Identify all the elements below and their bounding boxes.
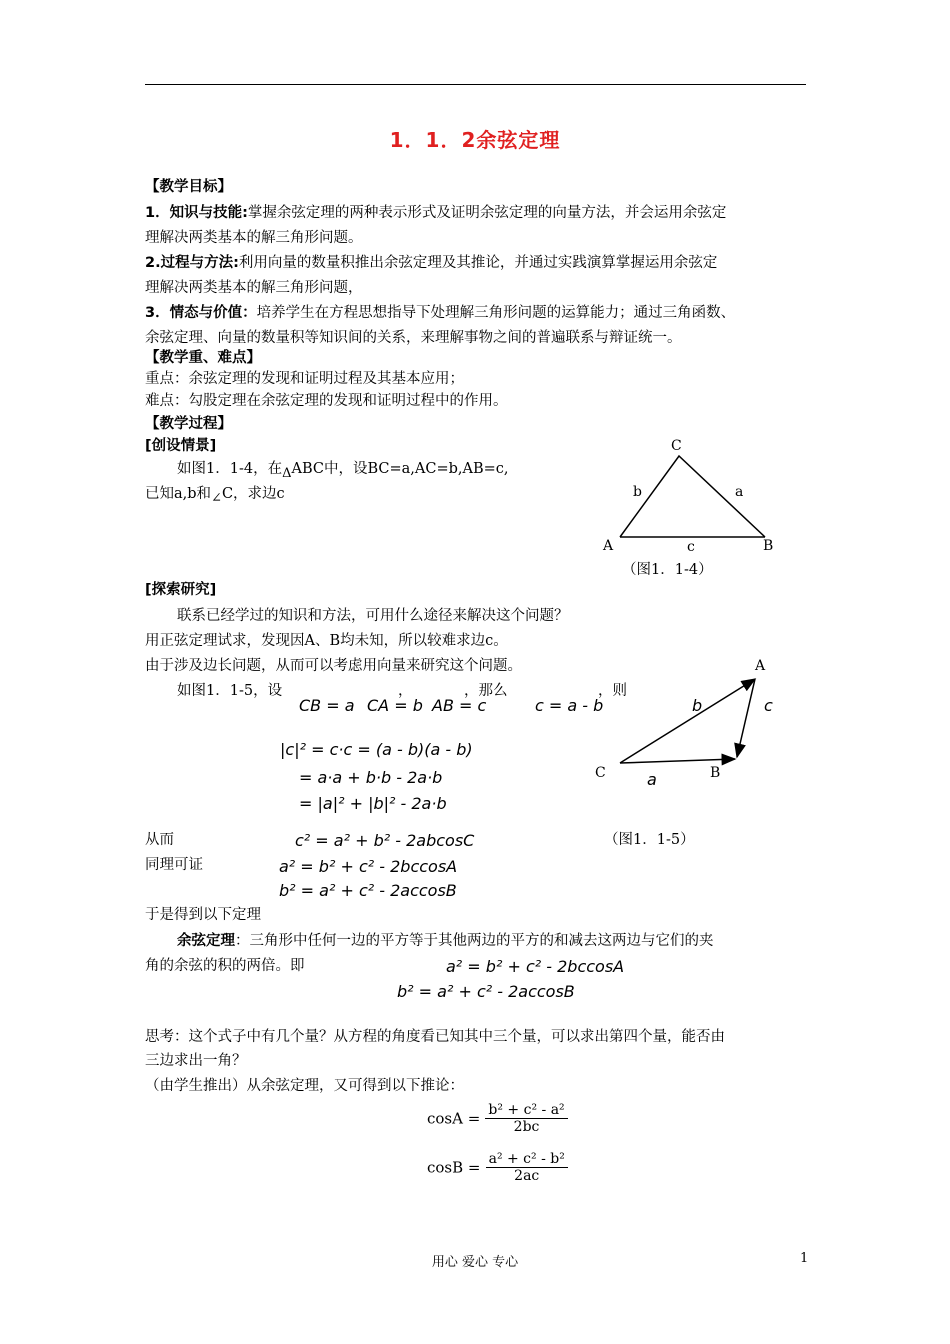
objective-3-text: 培养学生在方程思想指导下处理解三角形问题的运算能力；通过三角函数、	[256, 305, 736, 321]
objective-2-label: 2.过程与方法:	[145, 255, 239, 271]
explore-line-2: 用正弦定理试求，发现因A、B均未知，所以较难求边c。	[145, 633, 508, 649]
explore-line-4: 如图1．1-5，设	[177, 683, 283, 699]
figure-1-4-triangle	[595, 430, 785, 580]
objective-2-text: 利用向量的数量积推出余弦定理及其推论，并通过实践演算掌握运用余弦定	[238, 255, 718, 271]
cosA-fraction	[485, 1102, 567, 1135]
think-line-1: 思考：这个式子中有几个量？从方程的角度看已知其中三个量，可以求出第四个量，能否由	[145, 1029, 725, 1045]
explore-comma-1: ，	[398, 683, 413, 699]
corollary-intro: （由学生推出）从余弦定理，又可得到以下推论：	[145, 1078, 464, 1094]
angle-symbol: ∠	[211, 490, 222, 506]
vector-ab: AB = c	[432, 696, 487, 715]
fig1-vertex-c: C	[671, 438, 682, 454]
equation-c: c² = a² + b² - 2abcosC	[295, 831, 475, 850]
scenario-line-2	[145, 484, 285, 509]
fig2-vertex-c: C	[595, 765, 606, 781]
fig2-vertex-a: A	[755, 658, 766, 674]
think-line-2: 三边求出一角？	[145, 1053, 247, 1069]
process-heading: 【教学过程】	[145, 416, 232, 432]
fig2-side-a: a	[647, 770, 657, 789]
scenario-line-1	[177, 459, 509, 484]
keypoints-heading: 【教学重、难点】	[145, 350, 261, 366]
fig2-side-b: b	[692, 696, 703, 715]
footer-text: 用心 爱心 专心	[431, 1255, 519, 1270]
objective-3-line-1	[145, 303, 735, 323]
cosA-denominator: 2bc	[513, 1119, 540, 1135]
fig1-side-c: c	[687, 539, 695, 555]
figure-1-5-vector-triangle	[590, 655, 790, 790]
objective-1-line-1	[145, 203, 726, 223]
fig1-vertex-b: B	[763, 538, 774, 554]
theorem-equation-1: a² = b² + c² - 2bccosA	[446, 957, 625, 976]
cosB-lhs: cosB =	[427, 1158, 481, 1177]
objective-1-line-2: 理解决两类基本的解三角形问题。	[145, 230, 363, 246]
focus-text: 重点：余弦定理的发现和证明过程及其基本应用；	[145, 371, 464, 387]
difficulty-text: 难点：勾股定理在余弦定理的发现和证明过程中的作用。	[145, 393, 508, 409]
objective-3-label: 3．情态与价值：	[145, 305, 257, 321]
conclude-text: 于是得到以下定理	[145, 907, 261, 923]
objectives-heading: 【教学目标】	[145, 179, 232, 195]
cosB-numerator: a² + c² - b²	[486, 1151, 568, 1168]
page-number: 1	[800, 1251, 809, 1266]
page-title: 1．1．2余弦定理	[389, 128, 561, 152]
figure-1-5-caption: （图1．1-5）	[604, 832, 695, 848]
figure-1-4-caption: （图1．1-4）	[622, 562, 713, 578]
fig1-vertex-a: A	[603, 538, 614, 554]
theorem-line-1	[177, 931, 714, 951]
explore-comma-2: ，那么	[464, 683, 508, 699]
scenario-text-c: 已知a,b和	[145, 486, 212, 502]
vector-a-arrow	[620, 759, 735, 763]
objective-1-label: 1．知识与技能:	[145, 205, 248, 221]
cosA-numerator: b² + c² - a²	[485, 1102, 567, 1119]
objective-3-line-2: 余弦定理、向量的数量积等知识间的关系，来理解事物之间的普遍联系与辩证统一。	[145, 330, 682, 346]
theorem-label: 余弦定理	[177, 933, 235, 949]
thus-label: 从而	[145, 832, 174, 848]
scenario-heading: [创设情景]	[145, 438, 217, 454]
objective-1-text: 掌握余弦定理的两种表示形式及证明余弦定理的向量方法，并会运用余弦定	[247, 205, 727, 221]
scenario-text-a: 如图1．1-4，在	[177, 461, 283, 477]
equation-a: a² = b² + c² - 2bccosA	[279, 857, 458, 876]
scenario-text-d: C，求边c	[221, 486, 285, 502]
vector-c-arrow	[737, 679, 755, 757]
vector-cb: CB = a	[299, 696, 355, 715]
vector-b-arrow	[620, 679, 755, 763]
scenario-text-b: ABC中，设BC=a,AC=b,AB=c,	[291, 461, 509, 477]
derivation-line-1: |c|² = c·c = (a - b)(a - b)	[280, 740, 473, 759]
cosA-lhs: cosA =	[427, 1109, 481, 1128]
vector-ca: CA = b	[367, 696, 423, 715]
similarly-label: 同理可证	[145, 857, 203, 873]
fig2-vertex-b: B	[710, 765, 721, 781]
theorem-equation-2: b² = a² + c² - 2accosB	[397, 982, 575, 1001]
cosB-denominator: 2ac	[514, 1168, 540, 1184]
cosB-fraction	[486, 1151, 568, 1184]
fig2-side-c: c	[764, 696, 773, 715]
theorem-text: ：三角形中任何一边的平方等于其他两边的平方的和减去这两边与它们的夹	[235, 933, 714, 949]
derivation-line-2: = a·a + b·b - 2a·b	[299, 768, 443, 787]
explore-heading: [探索研究]	[145, 582, 217, 598]
theorem-line-2: 角的余弦的积的两倍。即	[145, 958, 305, 974]
corollary-cosA	[427, 1102, 568, 1135]
objective-2-line-1	[145, 253, 717, 273]
corollary-cosB	[427, 1151, 568, 1184]
derivation-line-3: = |a|² + |b|² - 2a·b	[299, 794, 447, 813]
explore-line-1: 联系已经学过的知识和方法，可用什么途径来解决这个问题？	[177, 608, 569, 624]
vector-c: c = a - b	[535, 696, 604, 715]
fig1-side-b: b	[633, 484, 642, 500]
triangle-symbol: Δ	[282, 465, 292, 481]
explore-then: ，则	[598, 683, 627, 699]
objective-2-line-2: 理解决两类基本的解三角形问题，	[145, 280, 363, 296]
header-rule	[145, 84, 806, 85]
explore-line-3: 由于涉及边长问题，从而可以考虑用向量来研究这个问题。	[145, 658, 522, 674]
fig1-side-a: a	[735, 484, 744, 500]
equation-b: b² = a² + c² - 2accosB	[279, 881, 457, 900]
